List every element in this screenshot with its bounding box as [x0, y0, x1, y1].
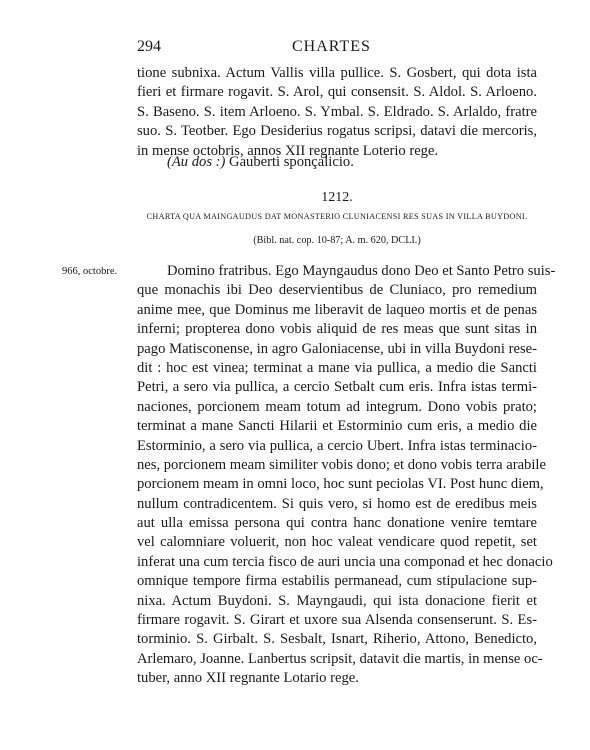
margin-date: 966, octobre.: [62, 266, 118, 277]
running-head: CHARTES: [292, 38, 371, 55]
charter-title: CHARTA QUA MAINGAUDUS DAT MONASTERIO CLUNIACENSI RES SUAS IN VILLA BUYDONI.: [146, 212, 528, 221]
text-line: porcionem meam in omni loco, hoc sunt peciolas VI. Post hunc diem,: [137, 476, 544, 493]
text-line: pago Matisconense, in agro Galoniacense, ubi in villa Buydoni rese-: [137, 340, 537, 357]
text-line: Arlemaro, Joanne. Lanbertus scripsit, datavit die martis, in mense oc-: [137, 650, 543, 667]
continuation-text: [137, 64, 537, 161]
text-line: nixa. Actum Buydoni. S. Mayngaudi, qui ista donacione fierit et: [137, 592, 537, 609]
text-line: terminat a mane Sancti Hilarii et Estorminio cum eris, a medio die: [137, 418, 537, 435]
endorsement: [167, 154, 354, 171]
endorsement-text: Gauberti sponçalicio.: [225, 154, 354, 170]
text-line: vel calomniare voluerit, non hoc valeat vendicare quod repetit, set: [137, 534, 537, 551]
text-line: in mense octobris, annos XII regnante Loterio rege.: [137, 142, 439, 159]
text-line: S. Baseno. S. item Arloeno. S. Ymbal. S. Eldrado. S. Arlaldo, fratre: [137, 103, 537, 120]
text-line: torminio. S. Girbalt. S. Sesbalt, Isnart, Riherio, Attono, Benedicto,: [137, 631, 537, 648]
page-number: 294: [137, 38, 161, 55]
text-line: omnique tempore firma estabilis permanead, cum stipulacione sup-: [137, 573, 537, 590]
text-line: anime mee, que Dominus me liberavit de laqueo mortis et de penas: [137, 301, 537, 318]
text-line: Estorminio, a sero via pullica, a cercio Ubert. Infra istas terminacio-: [137, 437, 537, 454]
text-line: suo. S. Teotber. Ego Desiderius rogatus scripsi, datavi die mercoris,: [137, 123, 537, 140]
text-line: naciones, porcionem meam totum ad integrum. Dono vobis prato;: [137, 398, 537, 415]
text-line: inferat una cum tercia fisco de auri uncia una componad et hec donacio: [137, 553, 553, 570]
charter-body: [137, 262, 556, 689]
endorsement-label: (Au dos :): [167, 154, 226, 170]
text-line: firmare rogavit. S. Girart et uxore sua Alsenda consenserunt. S. Es-: [137, 612, 537, 629]
text-line: tione subnixa. Actum Vallis villa pullice. S. Gosbert, qui dota ista: [137, 65, 537, 81]
charter-source: (Bibl. nat. cop. 10-87; A. m. 620, DCLI.): [253, 235, 421, 246]
text-line: dit : hoc est vinea; terminat a mane via pullica, a medio die Sancti: [137, 359, 537, 376]
page-header: [137, 38, 537, 58]
text-line: fieri et firmare rogavit. S. Arol, qui consensit. S. Aldol. S. Arloeno.: [137, 84, 537, 101]
text-line: Domino fratribus. Ego Mayngaudus dono Deo et Santo Petro suis-: [167, 263, 556, 279]
text-line: que monachis ibi Deo deservientibus de Cluniaco, pro remedium: [137, 282, 537, 299]
charter-number: 1212.: [321, 190, 353, 205]
text-line: inferni; propterea dono vobis aliquid de res meas que sunt sitas in: [137, 321, 537, 338]
text-line: nullum contradicentem. Si quis vero, si homo est de eredibus meis: [137, 495, 537, 512]
text-line: nes, porcionem meam similiter vobis dono; et dono vobis terra arabile: [137, 456, 546, 473]
text-line: tuber, anno XII regnante Lotario rege.: [137, 670, 359, 687]
text-line: Petri, a sero via pullica, a cercio Setbalt cum eris. Infra istas termi-: [137, 379, 537, 396]
text-line: aut ulla emissa persona qui contra hanc donatione venire temtare: [137, 515, 537, 532]
